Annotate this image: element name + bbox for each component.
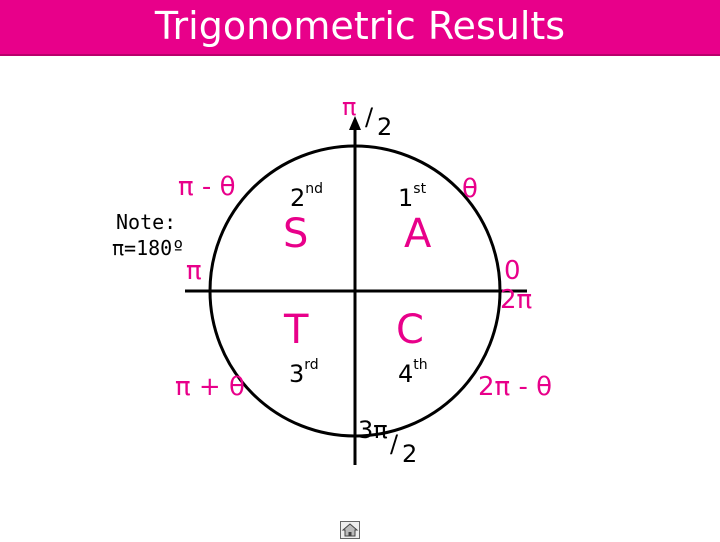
left-axis-label: π [186,256,202,286]
bottom-axis-label-den: 2 [402,440,418,468]
quadrant-ordinal-q2 [290,181,324,212]
right-axis-label-zero: 0 [504,256,521,286]
angle-label-q4: 2π - θ [478,372,553,402]
angle-label-q3: π + θ [175,372,245,402]
angle-label-q2: π - θ [178,172,236,202]
ordinal-suffix: st [413,181,427,197]
quadrant-letter-q2: S [283,211,309,257]
bottom-axis-label-num: 3π [358,416,388,444]
top-axis-label-num: π [342,93,357,121]
ordinal-suffix: th [413,357,428,373]
page-title: Trigonometric Results [154,4,566,48]
home-icon-glyph [341,522,359,538]
ordinal-suffix: rd [304,357,319,373]
top-axis-label-den: 2 [377,113,393,141]
ordinal-suffix: nd [305,181,324,197]
ordinal-number: 2 [290,184,306,212]
note-text: π=180º [112,236,185,260]
ordinal-number: 4 [398,360,414,388]
quadrant-ordinal-q1 [398,181,427,212]
quadrant-ordinal-q3 [289,357,319,388]
quadrant-letter-q4: C [396,307,424,353]
home-icon[interactable] [340,521,360,539]
bottom-axis-label-slash: / [390,430,399,458]
ordinal-number: 1 [398,184,414,212]
top-axis-label-slash: / [365,103,374,131]
quadrant-letter-q1: A [404,211,432,257]
quadrant-ordinal-q4 [398,357,428,388]
note-heading: Note: [116,210,177,234]
quadrant-letter-q3: T [284,307,309,353]
right-axis-label-two-pi: 2π [500,285,533,315]
angle-label-q1: θ [462,174,478,204]
ordinal-number: 3 [289,360,305,388]
